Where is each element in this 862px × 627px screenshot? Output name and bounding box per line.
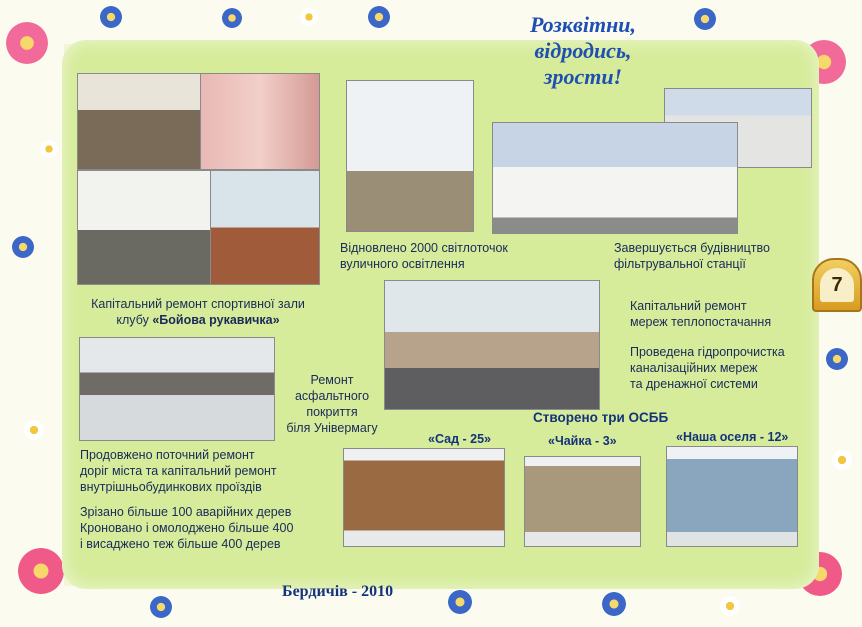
photo-sport-hall-1	[77, 73, 201, 170]
flower-decoration-pink-bottom-left	[18, 548, 64, 594]
caption-heating	[630, 298, 800, 330]
caption-sport-hall-line-1: Капітальний ремонт спортивної зали	[91, 297, 305, 311]
caption-street-lights	[340, 240, 520, 272]
osbb-label-nasha-oselia: «Наша оселя - 12»	[676, 430, 789, 444]
page-title	[458, 12, 708, 90]
photo-filter-station-building	[492, 122, 738, 234]
caption-hydro-line-3: та дренажної системи	[630, 377, 758, 391]
caption-roads-line-2: доріг міста та капітальний ремонт	[80, 464, 277, 478]
osbb-label-sad: «Сад - 25»	[428, 432, 491, 446]
caption-trees-line-3: і висаджено теж більше 400 дерев	[80, 537, 281, 551]
caption-roads-line-1: Продовжено поточний ремонт	[80, 448, 255, 462]
flower-decoration-daisy-1	[40, 140, 58, 158]
photo-street-lights	[346, 80, 474, 232]
photo-city-street	[384, 280, 600, 410]
flower-decoration-blue-6	[602, 592, 626, 616]
flower-decoration-pink-top-left	[6, 22, 48, 64]
caption-sport-hall-club: «Бойова рукавичка»	[152, 313, 280, 327]
flower-decoration-blue-5	[448, 590, 472, 614]
caption-heating-line-2: мереж теплопостачання	[630, 315, 772, 329]
flower-decoration-blue-2	[222, 8, 242, 28]
caption-trees-line-1: Зрізано більше 100 аварійних дерев	[80, 505, 292, 519]
photo-sport-hall-2	[200, 73, 320, 170]
caption-filter-station	[614, 240, 794, 272]
caption-asphalt-line-4: біля Універмагу	[286, 421, 378, 435]
caption-roads	[80, 447, 320, 495]
title-line-2: відродись,	[534, 38, 632, 63]
floral-border-right	[816, 0, 862, 627]
title-line-3: зрости!	[543, 64, 623, 89]
caption-hydro-line-2: каналізаційних мереж	[630, 361, 758, 375]
caption-heating-line-1: Капітальний ремонт	[630, 299, 747, 313]
page-number-badge	[812, 258, 862, 312]
caption-asphalt	[284, 372, 380, 436]
flower-decoration-blue-1	[100, 6, 122, 28]
caption-asphalt-line-2: асфальтного	[294, 389, 370, 403]
caption-filter-station-line-2: фільтрувальної станції	[614, 257, 746, 271]
flower-decoration-daisy-5	[720, 596, 740, 616]
caption-sport-hall	[78, 296, 318, 328]
flower-decoration-daisy-2	[24, 420, 44, 440]
photo-osbb-sad	[343, 448, 505, 547]
page-number: 7	[820, 268, 854, 302]
caption-hydro-cleaning	[630, 344, 810, 392]
caption-filter-station-line-1: Завершується будівництво	[614, 241, 770, 255]
title-line-1: Розквітни,	[529, 12, 637, 37]
floral-border-top	[0, 0, 862, 44]
caption-hydro-line-1: Проведена гідропрочистка	[630, 345, 785, 359]
caption-trees-line-2: Кроновано і омолоджено більше 400	[80, 521, 294, 535]
caption-asphalt-line-3: покриття	[306, 405, 358, 419]
photo-osbb-nasha-oselia	[666, 446, 798, 547]
photo-osbb-chaika	[524, 456, 641, 547]
flower-decoration-blue-3	[368, 6, 390, 28]
flower-decoration-daisy-3	[832, 450, 852, 470]
flower-decoration-blue-7	[150, 596, 172, 618]
photo-sport-hall-4	[210, 170, 320, 285]
photo-winter-road	[79, 337, 275, 441]
caption-asphalt-line-1: Ремонт	[310, 373, 354, 387]
osbb-label-chaika: «Чайка - 3»	[548, 434, 617, 448]
caption-trees	[80, 504, 320, 552]
flower-decoration-blue-8	[12, 236, 34, 258]
caption-roads-line-3: внутрішньобудинкових проїздів	[80, 480, 262, 494]
photo-sport-hall-3	[77, 170, 211, 285]
flower-decoration-daisy-4	[300, 8, 318, 26]
caption-street-lights-line-1: Відновлено 2000 світлоточок	[340, 241, 508, 255]
caption-sport-hall-prefix: клубу	[116, 313, 153, 327]
floral-border-left	[0, 0, 64, 627]
flower-decoration-blue-9	[826, 348, 848, 370]
caption-street-lights-line-2: вуличного освітлення	[340, 257, 465, 271]
osbb-heading: Створено три ОСББ	[533, 410, 669, 425]
footer-city-year: Бердичів - 2010	[282, 583, 394, 600]
